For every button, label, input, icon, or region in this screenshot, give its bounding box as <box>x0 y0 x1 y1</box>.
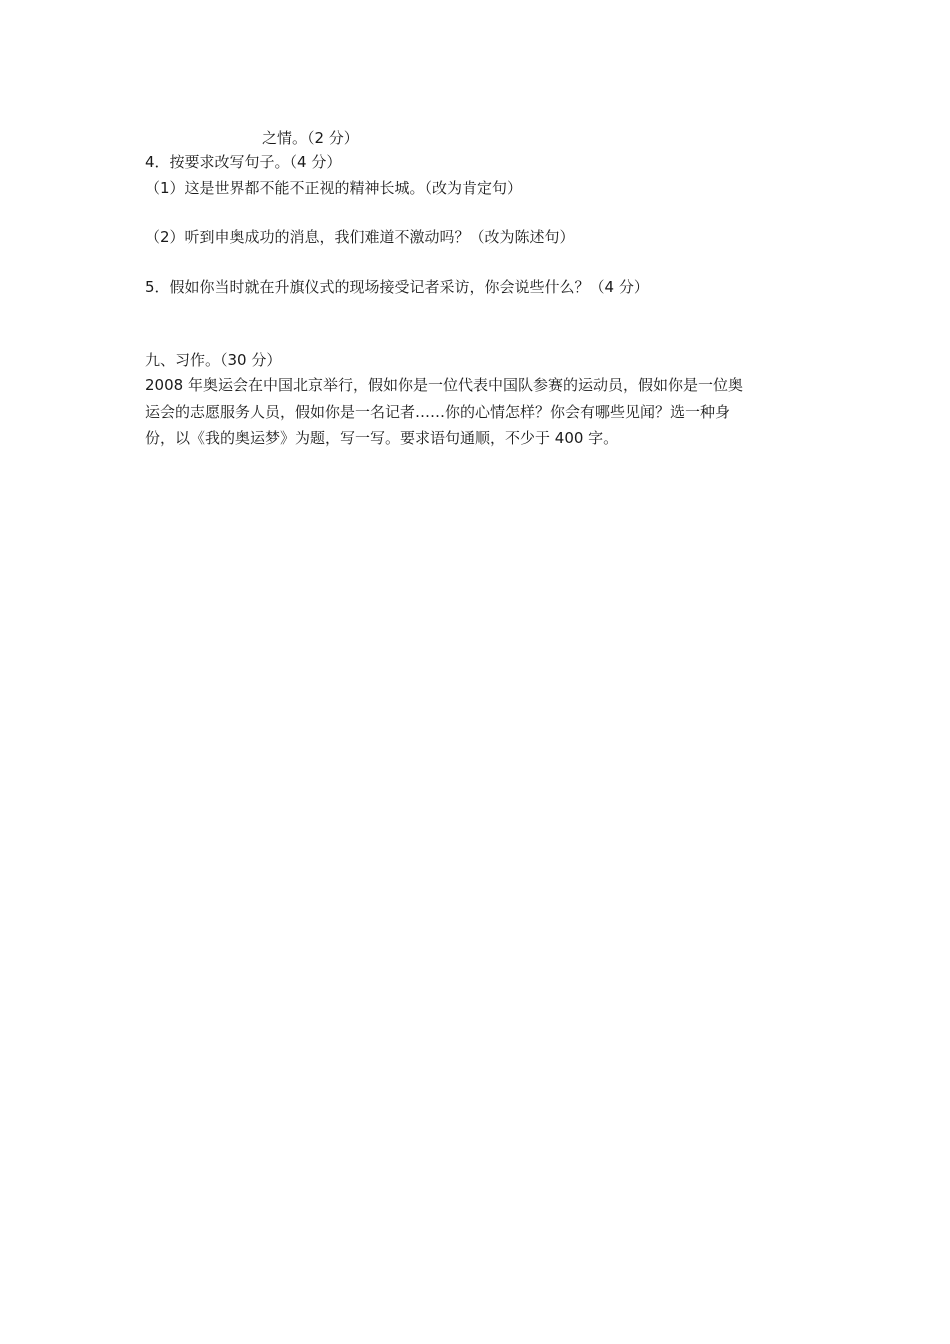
section-9-body-line-3: 份，以《我的奥运梦》为题，写一写。要求语句通顺，不少于 400 字。 <box>145 429 619 447</box>
q4-item-1: （1）这是世界都不能不正视的精神长城。（改为肯定句） <box>145 179 523 197</box>
section-9-body-line-1: 2008 年奥运会在中国北京举行，假如你是一位代表中国队参赛的运动员，假如你是一位奥 <box>145 376 743 394</box>
section-9-body-line-2: 运会的志愿服务人员，假如你是一名记者……你的心情怎样？你会有哪些见闻？选一种身 <box>145 403 731 421</box>
section-9-heading: 九、习作。（30 分） <box>145 351 282 369</box>
q4-item-2: （2）听到申奥成功的消息，我们难道不激动吗？（改为陈述句） <box>145 228 575 246</box>
q3-continuation: 之情。（2 分） <box>262 129 359 147</box>
q5-heading: 5．假如你当时就在升旗仪式的现场接受记者采访，你会说些什么？（4 分） <box>145 278 649 296</box>
q4-heading: 4．按要求改写句子。（4 分） <box>145 153 342 171</box>
